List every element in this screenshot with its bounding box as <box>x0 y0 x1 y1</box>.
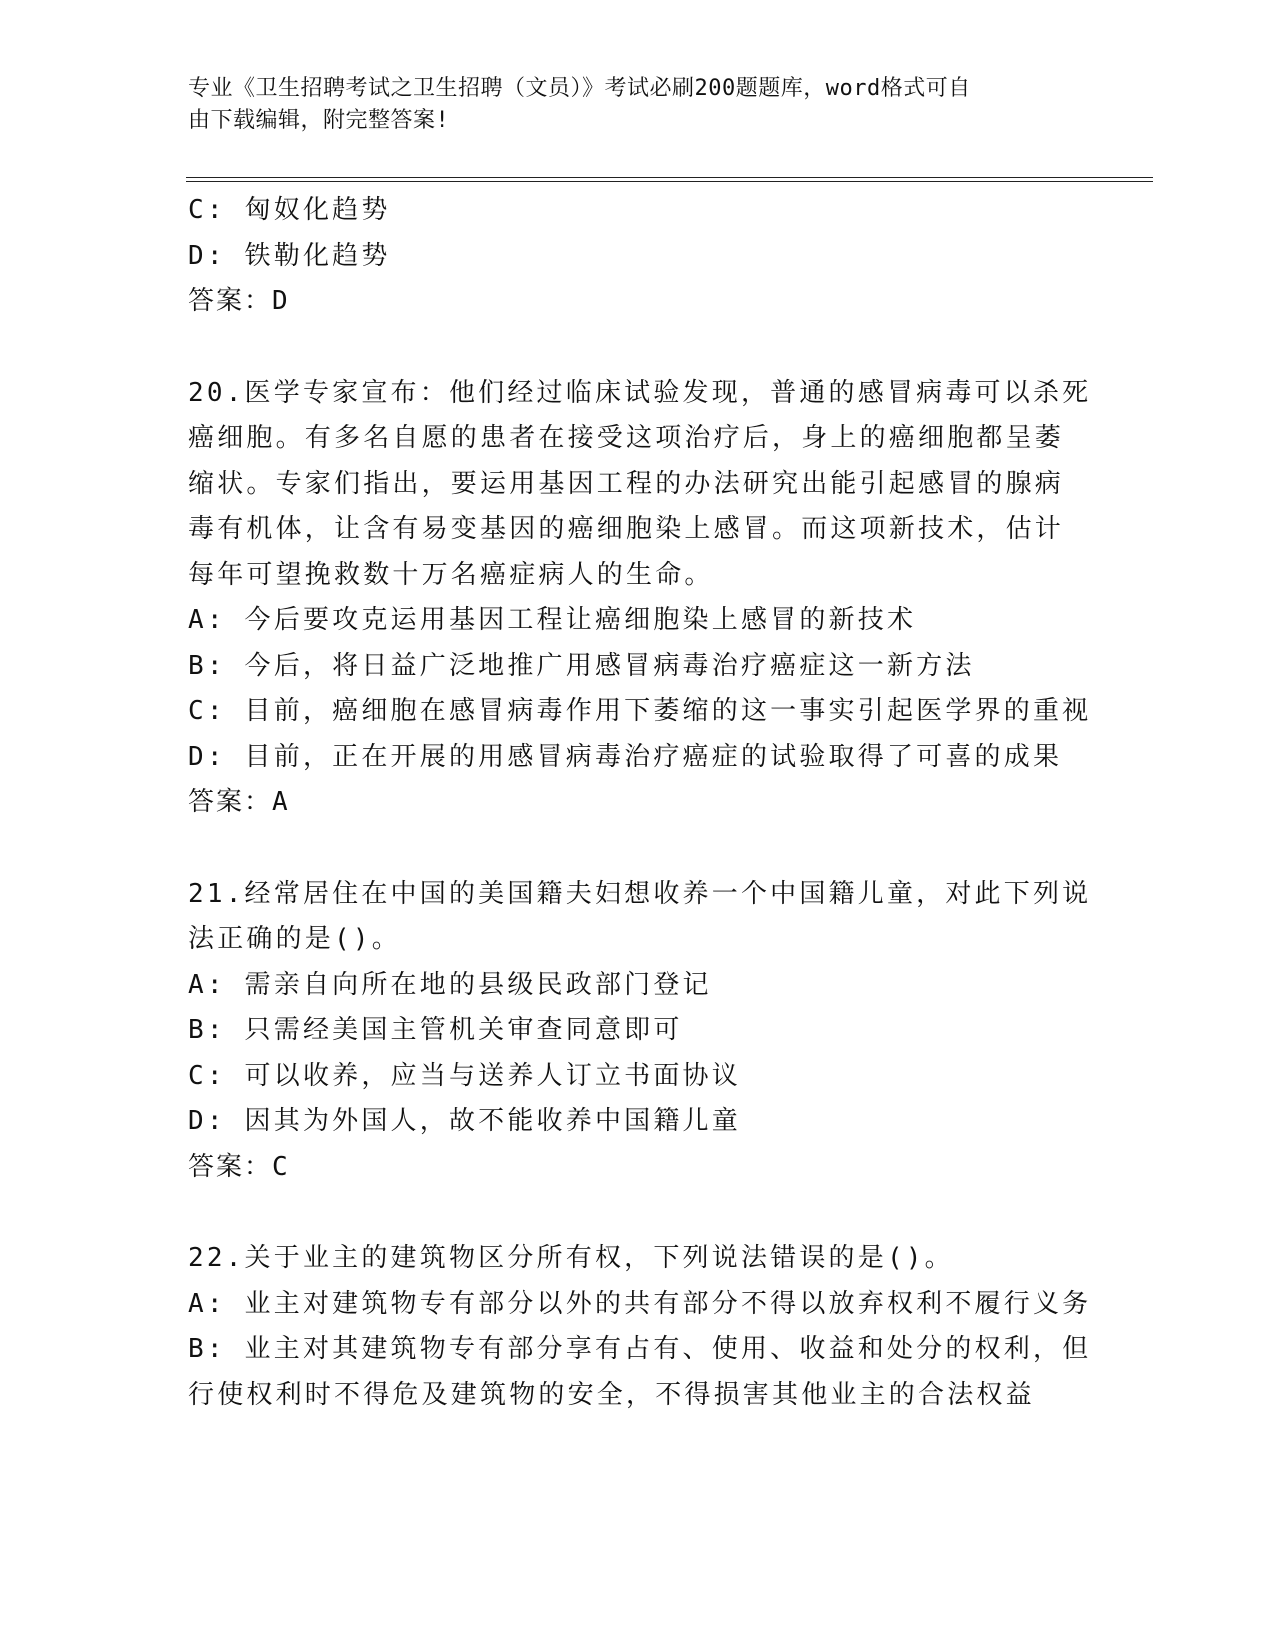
prev-question-block <box>188 188 1088 325</box>
question-stem-line: 22.关于业主的建筑物区分所有权，下列说法错误的是()。 <box>188 1243 954 1273</box>
header-rule-thin <box>186 177 1153 178</box>
option-b-continued: 行使权利时不得危及建筑物的安全，不得损害其他业主的合法权益 <box>188 1379 1035 1410</box>
question-stem-line: 毒有机体，让含有易变基因的癌细胞染上感冒。而这项新技术，估计 <box>188 514 1065 544</box>
option-a: A: 需亲自向所在地的县级民政部门登记 <box>188 969 712 1000</box>
question-stem-line: 癌细胞。有多名自愿的患者在接受这项治疗后，身上的癌细胞都呈萎 <box>188 423 1065 453</box>
option-d: D: 目前，正在开展的用感冒病毒治疗癌症的试验取得了可喜的成果 <box>188 741 1063 772</box>
question-21 <box>188 872 1092 1191</box>
question-stem-line: 21.经常居住在中国的美国籍夫妇想收养一个中国籍儿童，对此下列说 <box>188 878 1092 909</box>
question-stem-line: 20.医学专家宣布：他们经过临床试验发现，普通的感冒病毒可以杀死 <box>188 377 1092 408</box>
question-22 <box>188 1236 1092 1418</box>
header-line-2: 由下载编辑，附完整答案! <box>188 108 450 133</box>
question-stem-line: 法正确的是()。 <box>188 924 401 954</box>
question-content <box>188 188 1092 1418</box>
option-b: B: 今后，将日益广泛地推广用感冒病毒治疗癌症这一新方法 <box>188 650 975 681</box>
option-b: B: 只需经美国主管机关审查同意即可 <box>188 1015 683 1045</box>
header-line-1: 专业《卫生招聘考试之卫生招聘（文员）》考试必刷200题题库，word格式可自 <box>188 76 971 101</box>
spacer <box>188 1190 1088 1236</box>
answer-line: 答案：C <box>188 1151 290 1182</box>
question-stem-line: 每年可望挽救数十万名癌症病人的生命。 <box>188 559 714 590</box>
option-c: C: 可以收养，应当与送养人订立书面协议 <box>188 1060 741 1091</box>
answer-line: 答案：A <box>188 787 290 817</box>
answer-line: 答案：D <box>188 286 290 316</box>
option-a: A: 今后要攻克运用基因工程让癌细胞染上感冒的新技术 <box>188 605 917 635</box>
option-b: B: 业主对其建筑物专有部分享有占有、使用、收益和处分的权利，但 <box>188 1334 1092 1364</box>
header-rule-thick <box>186 181 1153 182</box>
option-d: D: 因其为外国人，故不能收养中国籍儿童 <box>188 1106 741 1136</box>
question-stem-line: 缩状。专家们指出，要运用基因工程的办法研究出能引起感冒的腺病 <box>188 468 1065 499</box>
header-note <box>188 73 1068 137</box>
question-20 <box>188 371 1092 826</box>
spacer <box>188 826 1088 872</box>
option-c: C: 目前，癌细胞在感冒病毒作用下萎缩的这一事实引起医学界的重视 <box>188 696 1092 726</box>
option-a: A: 业主对建筑物专有部分以外的共有部分不得以放弃权利不履行义务 <box>188 1288 1092 1319</box>
spacer <box>188 325 1088 371</box>
option-d: D: 铁勒化趋势 <box>188 240 391 271</box>
option-c: C: 匈奴化趋势 <box>188 195 391 225</box>
